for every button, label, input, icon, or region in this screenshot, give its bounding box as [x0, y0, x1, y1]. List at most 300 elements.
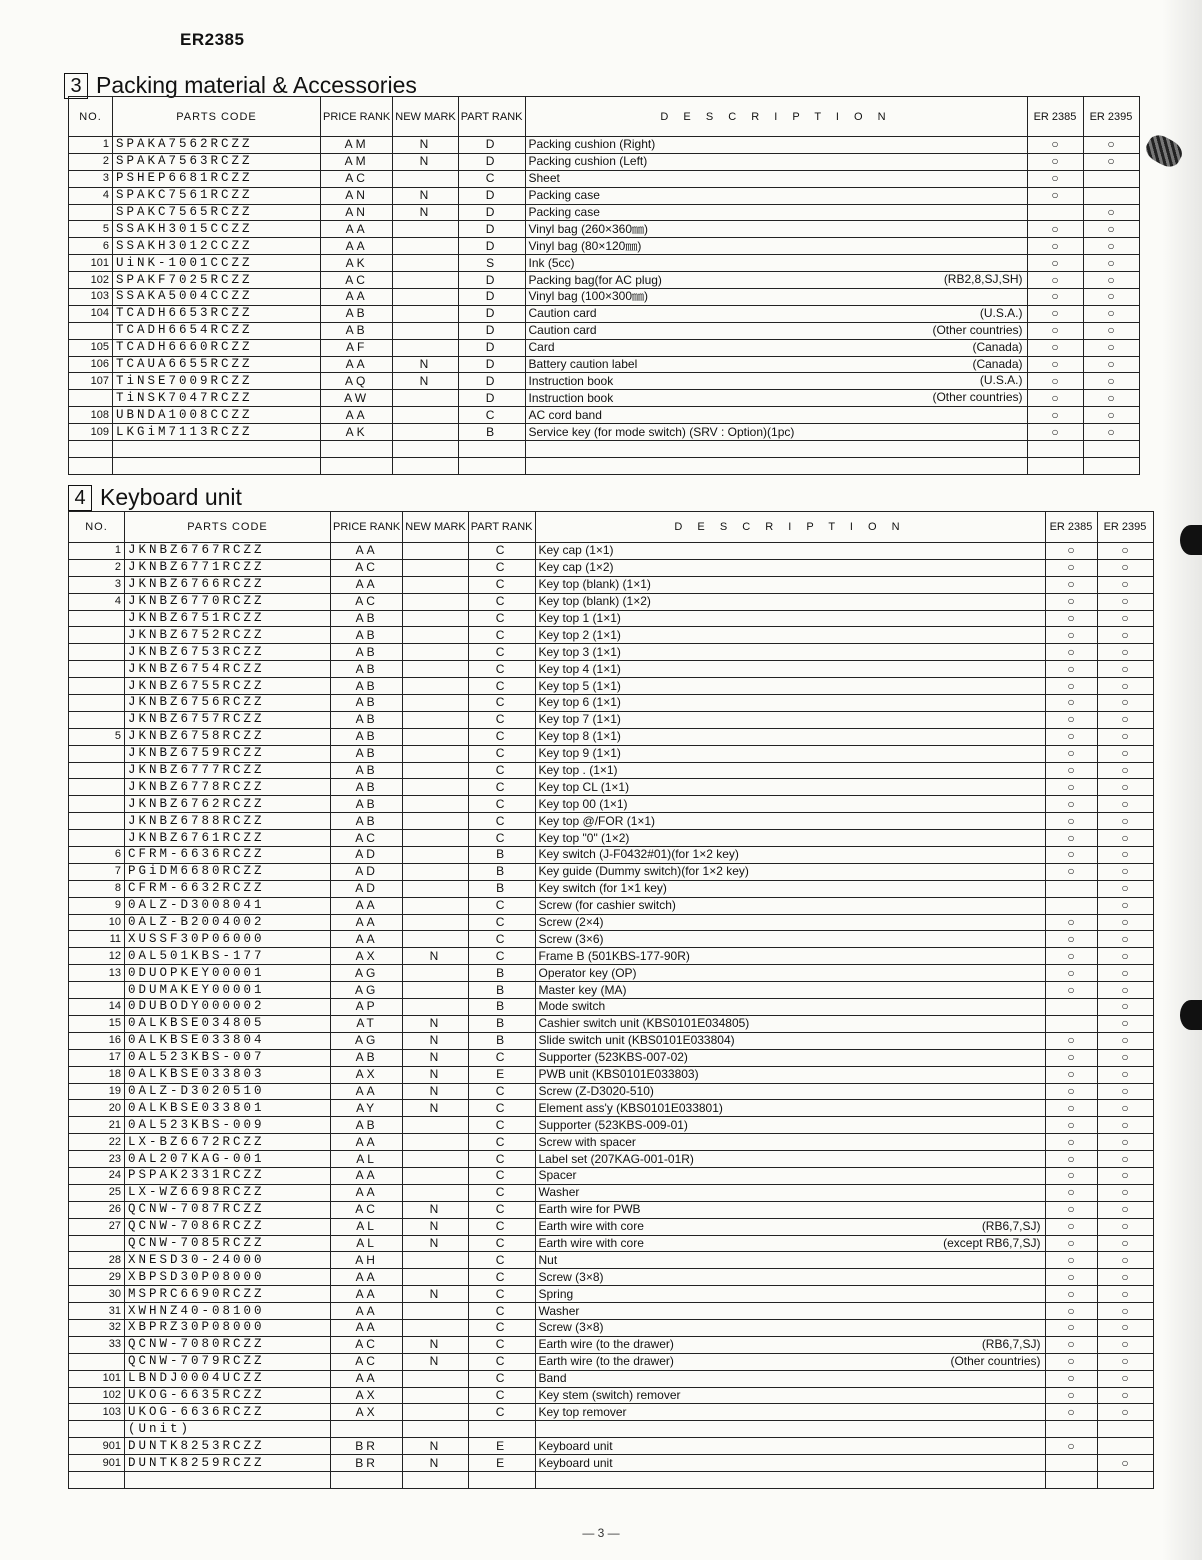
region-note: (Canada): [972, 356, 1023, 371]
er2395-mark: [1097, 1252, 1153, 1269]
region-note: (Other countries): [950, 1353, 1041, 1368]
part-rank: C: [468, 1319, 535, 1336]
col-er2385: ER 2385: [1045, 512, 1097, 543]
description: [535, 982, 1045, 999]
item-number: 105: [69, 339, 113, 356]
description: [535, 931, 1045, 948]
description-text: Cashier switch unit (KBS0101E034805): [538, 1016, 750, 1031]
applicable-mark: ○: [1051, 238, 1059, 253]
new-mark: N: [393, 137, 459, 154]
table-row: [69, 356, 1140, 373]
item-number: 23: [69, 1151, 125, 1168]
item-number: 106: [69, 356, 113, 373]
price-rank: AM: [321, 137, 393, 154]
price-rank: AL: [331, 1218, 403, 1235]
new-mark: [403, 1269, 469, 1286]
item-number: 3: [69, 170, 113, 187]
part-rank: B: [458, 424, 525, 441]
parts-code: XWHNZ40-08100: [125, 1303, 331, 1320]
er2395-mark: [1083, 289, 1139, 306]
new-mark: [403, 847, 469, 864]
item-number: 901: [69, 1438, 125, 1455]
er2385-mark: [1027, 407, 1083, 424]
price-rank: AH: [331, 1252, 403, 1269]
item-number: [69, 678, 125, 695]
applicable-mark: ○: [1067, 560, 1075, 575]
er2385-mark: [1027, 322, 1083, 339]
table-row: [69, 272, 1140, 289]
item-number: 7: [69, 863, 125, 880]
applicable-mark: ○: [1121, 1168, 1129, 1183]
description: [535, 999, 1045, 1016]
er2395-mark: [1097, 711, 1153, 728]
er2385-mark: [1045, 728, 1097, 745]
description-text: Supporter (523KBS-009-01): [538, 1117, 688, 1132]
er2385-mark: [1045, 1471, 1097, 1488]
er2395-mark: [1097, 1455, 1153, 1472]
table-row: [69, 441, 1140, 458]
description-text: Earth wire (to the drawer): [538, 1354, 674, 1369]
er2395-mark: [1097, 1066, 1153, 1083]
parts-code: JKNBZ6788RCZZ: [125, 813, 331, 830]
parts-code: 0DUBODY000002: [125, 999, 331, 1016]
item-number: 2: [69, 559, 125, 576]
part-rank: D: [458, 289, 525, 306]
er2385-mark: [1045, 559, 1097, 576]
part-rank: C: [468, 779, 535, 796]
parts-code: TCADH6653RCZZ: [113, 305, 321, 322]
er2385-mark: [1045, 1015, 1097, 1032]
er2395-mark: [1083, 204, 1139, 221]
applicable-mark: ○: [1067, 729, 1075, 744]
section-number: 4: [68, 485, 92, 511]
description-text: Key cap (1×2): [538, 560, 614, 575]
section-title-text: Packing material & Accessories: [96, 72, 417, 98]
er2395-mark: [1097, 678, 1153, 695]
description: [535, 830, 1045, 847]
applicable-mark: ○: [1121, 1050, 1129, 1065]
description: [535, 1471, 1045, 1488]
description-text: Key top 1 (1×1): [538, 611, 621, 625]
er2395-mark: [1097, 1134, 1153, 1151]
new-mark: [403, 914, 469, 931]
applicable-mark: ○: [1067, 830, 1075, 845]
applicable-mark: ○: [1121, 1269, 1129, 1284]
description-text: Key top (blank) (1×1): [538, 577, 651, 592]
col-no: NO.: [69, 512, 125, 543]
er2395-mark: [1097, 1167, 1153, 1184]
description-text: Key top 2 (1×1): [538, 627, 621, 642]
item-number: [69, 695, 125, 712]
er2385-mark: [1045, 695, 1097, 712]
er2385-mark: [1027, 289, 1083, 306]
parts-code: UiNK-1001CCZZ: [113, 255, 321, 272]
table-body: [69, 543, 1154, 1489]
part-rank: D: [458, 187, 525, 204]
col-er2395: ER 2395: [1083, 97, 1139, 137]
table-row: [69, 593, 1154, 610]
applicable-mark: ○: [1067, 1117, 1075, 1132]
description-text: Key top 00 (1×1): [538, 796, 628, 811]
part-rank: D: [458, 390, 525, 407]
description: [535, 711, 1045, 728]
part-rank: B: [468, 982, 535, 999]
price-rank: AA: [331, 1167, 403, 1184]
part-rank: C: [468, 1151, 535, 1168]
item-number: [69, 1471, 125, 1488]
table-row: [69, 644, 1154, 661]
description: [535, 1370, 1045, 1387]
description: [525, 221, 1027, 238]
price-rank: AD: [331, 847, 403, 864]
item-number: 8: [69, 880, 125, 897]
description: [535, 610, 1045, 627]
part-rank: C: [468, 1336, 535, 1353]
new-mark: N: [403, 1201, 469, 1218]
applicable-mark: ○: [1121, 543, 1129, 558]
er2395-mark: [1083, 424, 1139, 441]
applicable-mark: ○: [1051, 357, 1059, 372]
price-rank: AN: [321, 187, 393, 204]
item-number: 5: [69, 728, 125, 745]
part-rank: C: [468, 1100, 535, 1117]
description-text: Label set (207KAG-001-01R): [538, 1151, 694, 1166]
description-text: Screw (for cashier switch): [538, 898, 676, 913]
new-mark: [403, 982, 469, 999]
applicable-mark: ○: [1121, 948, 1129, 963]
price-rank: AA: [331, 914, 403, 931]
er2395-mark: [1097, 830, 1153, 847]
item-number: 109: [69, 424, 113, 441]
applicable-mark: ○: [1067, 1320, 1075, 1335]
table-row: [69, 1066, 1154, 1083]
part-rank: C: [468, 1353, 535, 1370]
er2385-mark: [1027, 153, 1083, 170]
item-number: [69, 627, 125, 644]
description-text: Vinyl bag (100×300㎜): [528, 289, 649, 304]
er2395-mark: [1097, 965, 1153, 982]
description: [535, 1151, 1045, 1168]
table-row: [69, 914, 1154, 931]
description: [535, 1167, 1045, 1184]
table-row: [69, 1184, 1154, 1201]
er2395-mark: [1083, 322, 1139, 339]
parts-code: JKNBZ6755RCZZ: [125, 678, 331, 695]
er2395-mark: [1097, 1421, 1153, 1438]
table-row: [69, 1387, 1154, 1404]
binder-hole: [1180, 1000, 1202, 1030]
description-text: Mode switch: [538, 999, 606, 1014]
new-mark: N: [403, 948, 469, 965]
part-rank: D: [458, 153, 525, 170]
new-mark: [403, 999, 469, 1016]
new-mark: [393, 424, 459, 441]
new-mark: [403, 1184, 469, 1201]
er2395-mark: [1097, 1404, 1153, 1421]
table-row: [69, 390, 1140, 407]
parts-code: SPAKF7025RCZZ: [113, 272, 321, 289]
applicable-mark: ○: [1121, 931, 1129, 946]
er2385-mark: [1045, 1269, 1097, 1286]
applicable-mark: ○: [1067, 1219, 1075, 1234]
er2385-mark: [1045, 847, 1097, 864]
parts-code: XBPSD30P08000: [125, 1269, 331, 1286]
parts-code: PSPAK2331RCZZ: [125, 1167, 331, 1184]
table-row: [69, 695, 1154, 712]
item-number: [69, 1353, 125, 1370]
er2385-mark: [1027, 373, 1083, 390]
er2395-mark: [1097, 1218, 1153, 1235]
applicable-mark: ○: [1121, 779, 1129, 794]
description-text: Key top 7 (1×1): [538, 712, 621, 727]
applicable-mark: ○: [1121, 1286, 1129, 1301]
applicable-mark: ○: [1067, 1185, 1075, 1200]
er2385-mark: [1027, 424, 1083, 441]
col-part-rank: PART RANK: [468, 512, 535, 543]
part-rank: D: [458, 221, 525, 238]
description: [525, 204, 1027, 221]
price-rank: AB: [331, 661, 403, 678]
parts-code: LBNDJ0004UCZZ: [125, 1370, 331, 1387]
applicable-mark: ○: [1107, 221, 1115, 236]
new-mark: N: [393, 204, 459, 221]
applicable-mark: ○: [1121, 847, 1129, 862]
applicable-mark: ○: [1107, 407, 1115, 422]
table-row: [69, 1100, 1154, 1117]
page-edge-shade: [1162, 0, 1202, 1560]
price-rank: AC: [331, 593, 403, 610]
table-row: [69, 1032, 1154, 1049]
price-rank: AC: [331, 559, 403, 576]
er2385-mark: [1045, 1455, 1097, 1472]
table-row: [69, 543, 1154, 560]
new-mark: [393, 272, 459, 289]
table-row: [69, 948, 1154, 965]
table-row: [69, 1421, 1154, 1438]
part-rank: C: [458, 407, 525, 424]
parts-code: JKNBZ6754RCZZ: [125, 661, 331, 678]
part-rank: C: [468, 593, 535, 610]
table-row: [69, 1455, 1154, 1472]
applicable-mark: ○: [1121, 1134, 1129, 1149]
applicable-mark: ○: [1121, 1067, 1129, 1082]
description: [525, 322, 1027, 339]
price-rank: AB: [331, 644, 403, 661]
new-mark: N: [403, 1049, 469, 1066]
er2385-mark: [1027, 272, 1083, 289]
item-number: 15: [69, 1015, 125, 1032]
parts-code: UKOG-6636RCZZ: [125, 1404, 331, 1421]
price-rank: AD: [331, 880, 403, 897]
col-description: D E S C R I P T I O N: [525, 97, 1027, 137]
applicable-mark: ○: [1107, 373, 1115, 388]
er2395-mark: [1097, 1286, 1153, 1303]
er2385-mark: [1027, 457, 1083, 474]
item-number: 17: [69, 1049, 125, 1066]
description-text: Caution card: [528, 323, 597, 338]
item-number: 104: [69, 305, 113, 322]
er2385-mark: [1045, 813, 1097, 830]
description-text: Sheet: [528, 171, 560, 186]
item-number: [69, 390, 113, 407]
item-number: 4: [69, 187, 113, 204]
price-rank: AY: [331, 1100, 403, 1117]
parts-code: 0AL523KBS-009: [125, 1117, 331, 1134]
price-rank: AF: [321, 339, 393, 356]
er2385-mark: [1045, 762, 1097, 779]
applicable-mark: ○: [1067, 965, 1075, 980]
er2395-mark: [1097, 779, 1153, 796]
applicable-mark: ○: [1067, 813, 1075, 828]
table-row: [69, 407, 1140, 424]
description-text: Instruction book: [528, 390, 614, 405]
description-text: Key top 8 (1×1): [538, 729, 621, 744]
table-row: [69, 1015, 1154, 1032]
item-number: [69, 610, 125, 627]
price-rank: AA: [331, 931, 403, 948]
item-number: [69, 745, 125, 762]
part-rank: C: [468, 644, 535, 661]
er2385-mark: [1045, 999, 1097, 1016]
er2385-mark: [1045, 1134, 1097, 1151]
er2395-mark: [1097, 745, 1153, 762]
new-mark: [403, 711, 469, 728]
new-mark: N: [403, 1218, 469, 1235]
parts-code: 0AL501KBS-177: [125, 948, 331, 965]
description-text: Band: [538, 1371, 567, 1386]
parts-code: UBNDA1008CCZZ: [113, 407, 321, 424]
description-text: PWB unit (KBS0101E033803): [538, 1067, 699, 1082]
part-rank: C: [468, 948, 535, 965]
price-rank: AB: [331, 779, 403, 796]
description: [525, 373, 1027, 390]
part-rank: C: [468, 897, 535, 914]
price-rank: AK: [321, 255, 393, 272]
applicable-mark: ○: [1067, 695, 1075, 710]
applicable-mark: ○: [1067, 1387, 1075, 1402]
description-text: Screw (2×4): [538, 915, 604, 930]
price-rank: AA: [331, 897, 403, 914]
er2385-mark: [1027, 221, 1083, 238]
er2395-mark: [1097, 914, 1153, 931]
description-text: Key top 6 (1×1): [538, 695, 621, 710]
er2395-mark: [1097, 1032, 1153, 1049]
col-part-rank: PART RANK: [458, 97, 525, 137]
table-row: [69, 830, 1154, 847]
applicable-mark: ○: [1121, 999, 1129, 1014]
parts-code: TCADH6654RCZZ: [113, 322, 321, 339]
er2395-mark: [1097, 695, 1153, 712]
page-number: — 3 —: [582, 1526, 620, 1540]
description-text: Key guide (Dummy switch)(for 1×2 key): [538, 864, 749, 879]
table-row: [69, 1336, 1154, 1353]
part-rank: C: [468, 830, 535, 847]
description-text: Operator key (OP): [538, 965, 637, 980]
er2395-mark: [1083, 153, 1139, 170]
price-rank: AB: [331, 1117, 403, 1134]
description: [535, 627, 1045, 644]
applicable-mark: ○: [1121, 965, 1129, 980]
item-number: [69, 711, 125, 728]
applicable-mark: ○: [1121, 1320, 1129, 1335]
description: [535, 965, 1045, 982]
price-rank: AA: [321, 221, 393, 238]
description-text: Instruction book: [528, 373, 614, 388]
er2385-mark: [1027, 170, 1083, 187]
price-rank: AM: [321, 153, 393, 170]
description: [535, 1100, 1045, 1117]
item-number: 5: [69, 221, 113, 238]
er2395-mark: [1097, 1083, 1153, 1100]
description: [535, 914, 1045, 931]
description: [535, 678, 1045, 695]
description: [535, 1286, 1045, 1303]
part-rank: B: [468, 1032, 535, 1049]
er2395-mark: [1097, 863, 1153, 880]
part-rank: [468, 1471, 535, 1488]
region-note: (Other countries): [932, 390, 1023, 405]
description: [525, 137, 1027, 154]
description-text: Key top 3 (1×1): [538, 644, 621, 659]
er2385-mark: [1045, 1032, 1097, 1049]
price-rank: AA: [331, 1303, 403, 1320]
new-mark: N: [403, 1235, 469, 1252]
parts-code: 0ALZ-D3008041: [125, 897, 331, 914]
price-rank: AP: [331, 999, 403, 1016]
new-mark: [393, 221, 459, 238]
description: [535, 593, 1045, 610]
new-mark: [403, 1370, 469, 1387]
parts-code: [113, 441, 321, 458]
applicable-mark: ○: [1067, 1303, 1075, 1318]
price-rank: AX: [331, 1387, 403, 1404]
applicable-mark: ○: [1121, 796, 1129, 811]
description: [525, 441, 1027, 458]
er2385-mark: [1027, 356, 1083, 373]
description-text: Key top CL (1×1): [538, 779, 630, 794]
applicable-mark: ○: [1107, 390, 1115, 405]
description-text: Element ass'y (KBS0101E033801): [538, 1100, 723, 1115]
new-mark: [393, 407, 459, 424]
er2395-mark: [1097, 1319, 1153, 1336]
er2395-mark: [1097, 728, 1153, 745]
applicable-mark: ○: [1107, 154, 1115, 169]
description-text: Caution card: [528, 306, 597, 321]
applicable-mark: ○: [1067, 611, 1075, 625]
table-row: [69, 1134, 1154, 1151]
applicable-mark: ○: [1067, 1067, 1075, 1082]
description: [525, 339, 1027, 356]
applicable-mark: ○: [1067, 746, 1075, 761]
table-row: [69, 627, 1154, 644]
description-text: Screw (3×8): [538, 1320, 604, 1335]
applicable-mark: ○: [1121, 1371, 1129, 1386]
table-row: [69, 559, 1154, 576]
table-row: [69, 153, 1140, 170]
er2395-mark: [1097, 1387, 1153, 1404]
new-mark: N: [403, 1100, 469, 1117]
description: [525, 457, 1027, 474]
price-rank: AB: [321, 305, 393, 322]
section-number: 3: [64, 73, 88, 99]
applicable-mark: ○: [1067, 1371, 1075, 1386]
description-text: Ink (5cc): [528, 255, 575, 270]
description: [535, 1015, 1045, 1032]
part-rank: C: [468, 914, 535, 931]
description: [535, 1083, 1045, 1100]
er2395-mark: [1083, 339, 1139, 356]
table-row: [69, 610, 1154, 627]
